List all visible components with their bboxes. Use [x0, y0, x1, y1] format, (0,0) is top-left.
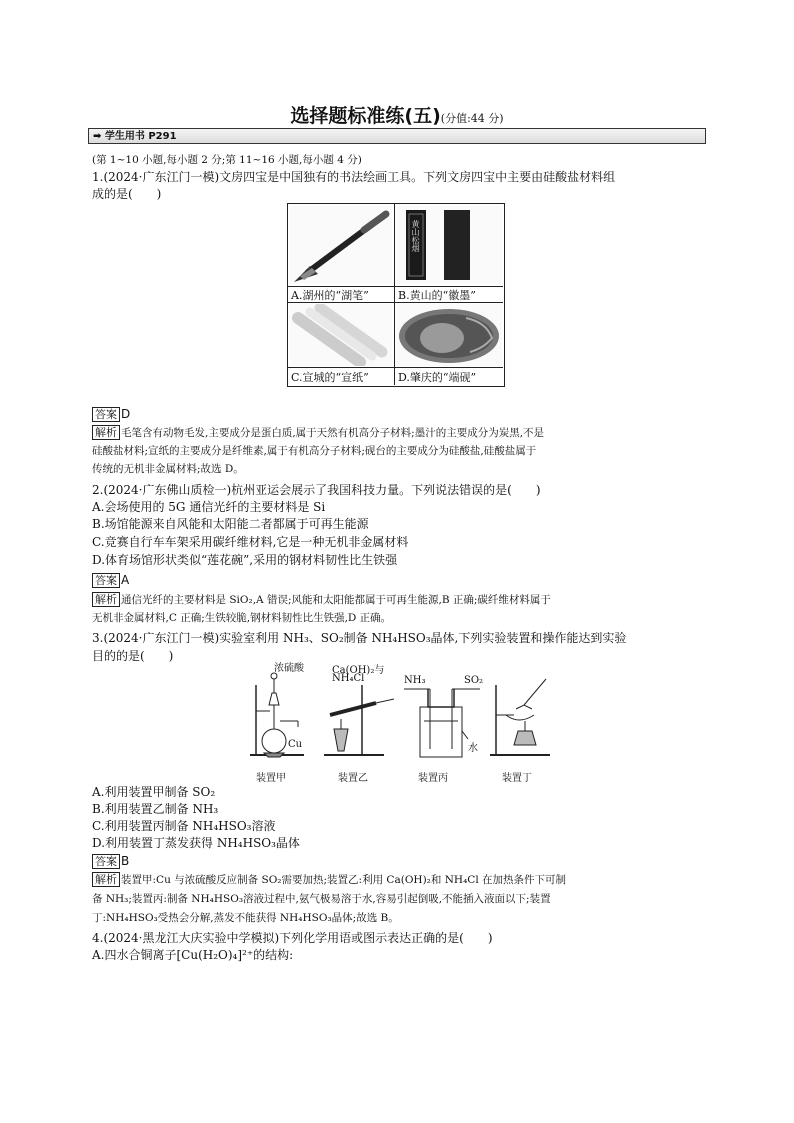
label-so2: SO₂ [464, 675, 484, 686]
q3-analysis2: 备 NH₃;装置丙:制备 NH₄HSO₃溶液过程中,氨气极易溶于水,容易引起倒吸,不能插入液面以下;装置 [92, 893, 551, 905]
label-reagent1: Ca(OH)₂与 [332, 665, 385, 676]
label-app-d: 装置丁 [502, 773, 532, 784]
ink-label: 黄山松烟 [411, 220, 420, 252]
label-reagent2: NH₄Cl [332, 673, 365, 684]
answer-tag: 答案 [92, 407, 120, 422]
q1-line1: 1.(2024·广东江门一模)文房四宝是中国独有的书法绘画工具。下列文房四宝中主要由硅酸盐材料组 [92, 170, 616, 184]
q3-analysis3: 丁:NH₄HSO₃受热会分解,蒸发不能获得 NH₄HSO₃晶体;故选 B。 [92, 912, 399, 924]
option-d-caption: D.肇庆的“端砚” [398, 371, 477, 384]
section-bar [88, 128, 706, 144]
q4-opt-a: A.四水合铜离子[Cu(H₂O)₄]²⁺的结构: [92, 948, 294, 962]
q2-analysis1: 解析 通信光纤的主要材料是 SiO₂,A 错误;风能和太阳能都属于可再生能源,B 正确;碳纤维材料属于 [92, 592, 551, 608]
label-app-b: 装置乙 [338, 773, 368, 784]
label-app-c: 装置丙 [418, 773, 448, 784]
score-text: (分值:44 分) [440, 112, 504, 125]
q1-line2: 成的是( ) [92, 187, 162, 201]
ink-stick-image [396, 206, 502, 284]
q3-opt-c: C.利用装置丙制备 NH₄HSO₃溶液 [92, 819, 276, 833]
q2-line1: 2.(2024·广东佛山质检一)杭州亚运会展示了我国科技力量。下列说法错误的是( ) [92, 483, 541, 497]
label-app-a: 装置甲 [256, 773, 286, 784]
q2-opt-a: A.会场使用的 5G 通信光纤的主要材料是 Si [92, 500, 326, 514]
option-c-caption: C.宣城的“宣纸” [291, 371, 369, 384]
label-water: 水 [468, 743, 478, 754]
q1-answer: 答案 D [92, 406, 130, 422]
title-text: 选择题标准练(五) [290, 105, 441, 127]
q3-analysis1: 解析 装置甲:Cu 与浓硫酸反应制备 SO₂需要加热;装置乙:利用 Ca(OH)₂和 NH₄Cl 在加热条件下可制 [92, 872, 566, 888]
q2-opt-c: C.竞赛自行车车架采用碳纤维材料,它是一种无机非金属材料 [92, 535, 409, 549]
q1-analysis2: 硅酸盐材料;宣纸的主要成分是纤维素,属于有机高分子材料;砚台的主要成分为硅酸盐,硅酸盐属于 [92, 445, 537, 457]
q2-opt-d: D.体育场馆形状类似“莲花碗”,采用的钢材料韧性比生铁强 [92, 553, 398, 567]
q1-image-grid [287, 203, 505, 387]
page-title [0, 101, 794, 128]
option-a-caption: A.湖州的“湖笔” [291, 289, 369, 302]
q3-answer: 答案 B [92, 853, 129, 869]
paper-image [290, 304, 392, 366]
q2-answer: 答案 A [92, 572, 129, 588]
q1-analysis3: 传统的无机非金属材料;故选 D。 [92, 463, 244, 475]
arrow-icon: ➡ [93, 131, 102, 142]
q3-opt-a: A.利用装置甲制备 SO₂ [92, 785, 216, 799]
option-b-caption: B.黄山的“徽墨” [398, 289, 476, 302]
q4-line1: 4.(2024·黑龙江大庆实验中学模拟)下列化学用语或图示表达正确的是( ) [92, 931, 493, 945]
q3-line1: 3.(2024·广东江门一模)实验室利用 NH₃、SO₂制备 NH₄HSO₃晶体,下列实验装置和操作能达到实验 [92, 631, 627, 645]
label-nh3: NH₃ [404, 675, 426, 686]
bar-text: 学生用书 P291 [104, 131, 177, 142]
q2-analysis2: 无机非金属材料,C 正确;生铁较脆,钢材料韧性比生铁强,D 正确。 [92, 612, 392, 624]
analysis-tag: 解析 [92, 425, 120, 440]
q2-opt-b: B.场馆能源来自风能和太阳能二者都属于可再生能源 [92, 517, 369, 531]
instructions: (第 1~10 小题,每小题 2 分;第 11~16 小题,每小题 4 分) [92, 154, 362, 166]
label-cu: Cu [288, 739, 303, 750]
label-acid: 浓硫酸 [274, 663, 304, 674]
inkstone-image [396, 304, 502, 366]
q1-analysis1: 解析 毛笔含有动物毛发,主要成分是蛋白质,属于天然有机高分子材料;墨汁的主要成分为炭黑,不是 [92, 425, 544, 441]
brush-image [290, 206, 392, 284]
q3-opt-d: D.利用装置丁蒸发获得 NH₄HSO₃晶体 [92, 836, 300, 850]
apparatus-figure [244, 663, 554, 784]
q3-opt-b: B.利用装置乙制备 NH₃ [92, 802, 219, 816]
q3-line2: 目的的是( ) [92, 649, 174, 663]
